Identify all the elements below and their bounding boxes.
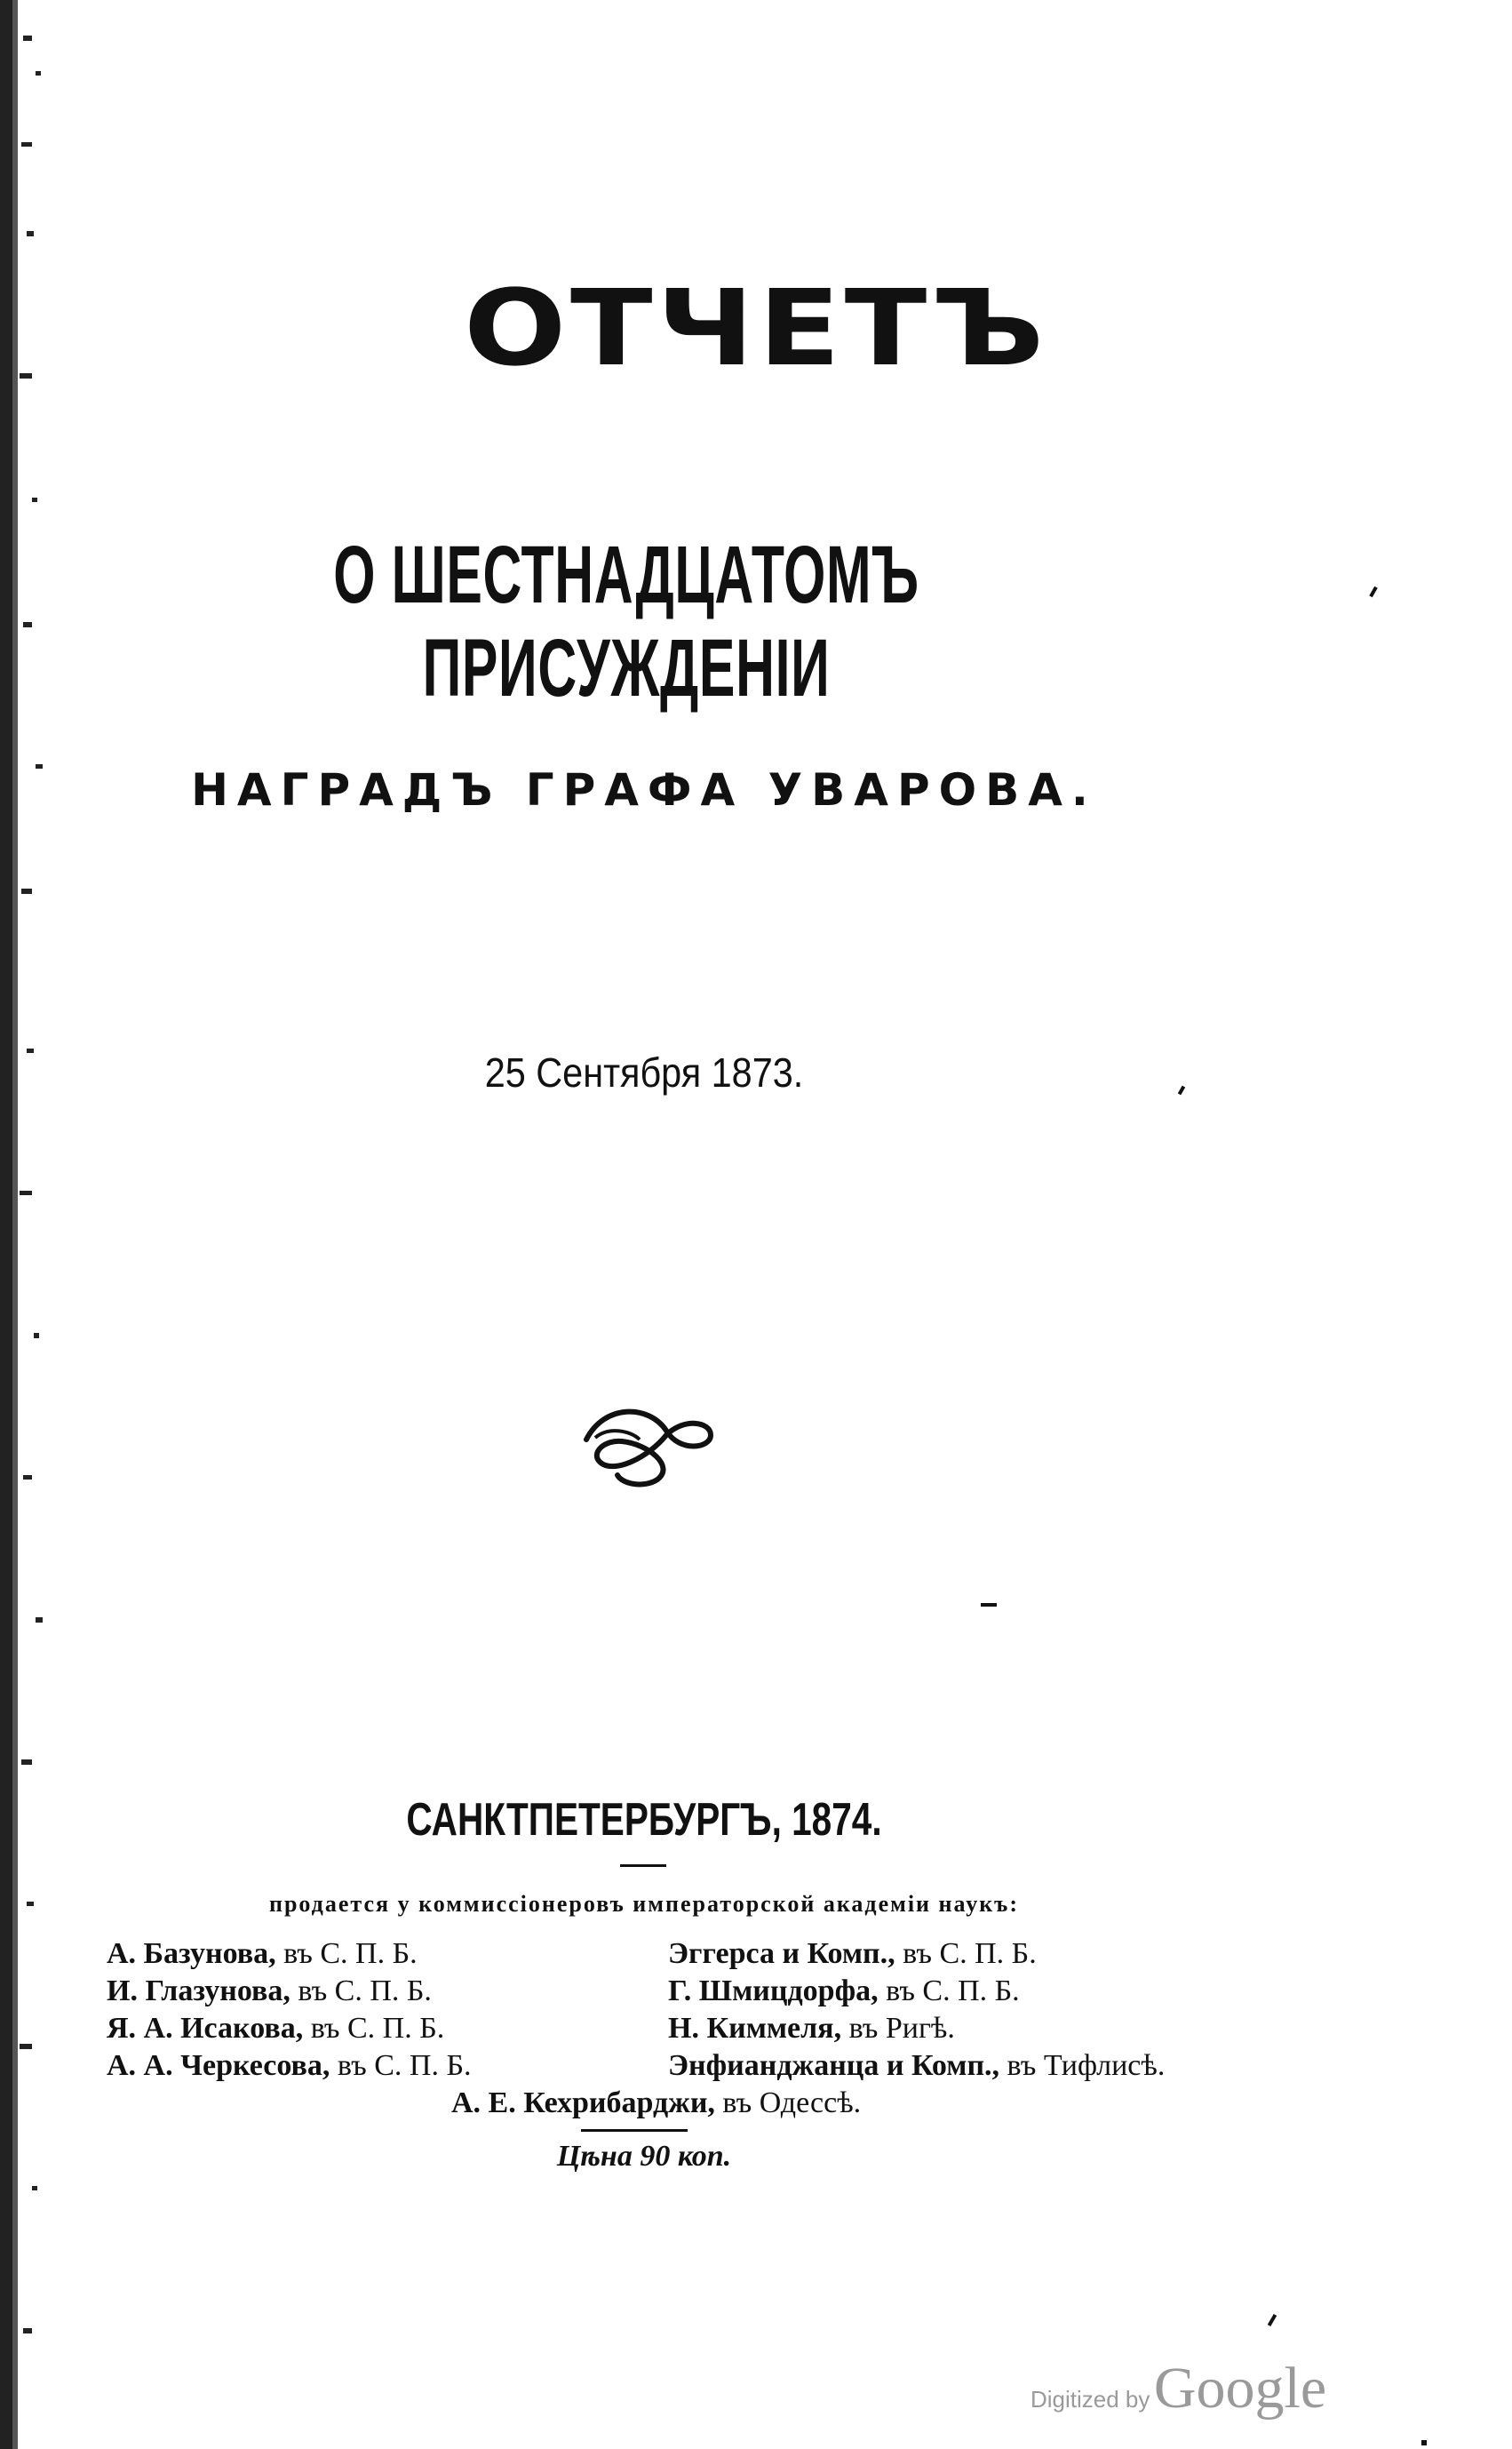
google-logo: Google [1153, 2356, 1327, 2421]
agent-left-4: А. А. Черкесова, въ С. П. Б. [107, 2049, 472, 2082]
rule-2 [581, 2129, 688, 2132]
agent-left-1: А. Базунова, въ С. П. Б. [107, 1937, 418, 1970]
speck [981, 1603, 997, 1607]
imprint-city-year: САНКТПЕТЕРБУРГЪ, 1874. [406, 1794, 882, 1846]
page-subtitle-award: НАГРАДЪ ГРАФА УВАРОВА. [191, 764, 1097, 816]
agent-right-3: Н. Киммеля, въ Ригѣ. [668, 2012, 955, 2045]
page-title: ОТЧЕТЪ [464, 267, 1048, 389]
agent-right-4: Энфианджанца и Комп., въ Тифлисѣ. [668, 2049, 1166, 2082]
agent-left-3: Я. А. Исакова, въ С. П. Б. [107, 2012, 445, 2045]
imprint-sold-by: продается у коммиссіонеровъ императорской академіи наукъ: [268, 1891, 1019, 1917]
speck [1421, 2440, 1427, 2445]
agent-right-1: Эггерса и Комп., въ С. П. Б. [668, 1937, 1037, 1970]
agent-last: А. Е. Кехрибарджи, въ Одессѣ. [451, 2086, 862, 2119]
price: Цѣна 90 коп. [556, 2140, 732, 2173]
page-date: 25 Сентября 1873. [484, 1049, 804, 1096]
digitized-by-google-watermark: Digitized by Google [1031, 2356, 1327, 2421]
speck [1268, 2314, 1277, 2326]
agent-left-2: И. Глазунова, въ С. П. Б. [107, 1974, 432, 2007]
rule-1 [620, 1864, 666, 1867]
speck [1369, 586, 1377, 597]
ornament-flourish-icon [569, 1386, 728, 1493]
agent-right-2: Г. Шмицдорфа, въ С. П. Б. [668, 1974, 1020, 2007]
page-subtitle: О ШЕСТНАДЦАТОМЪ ПРИСУЖДЕНІИ [333, 530, 919, 714]
